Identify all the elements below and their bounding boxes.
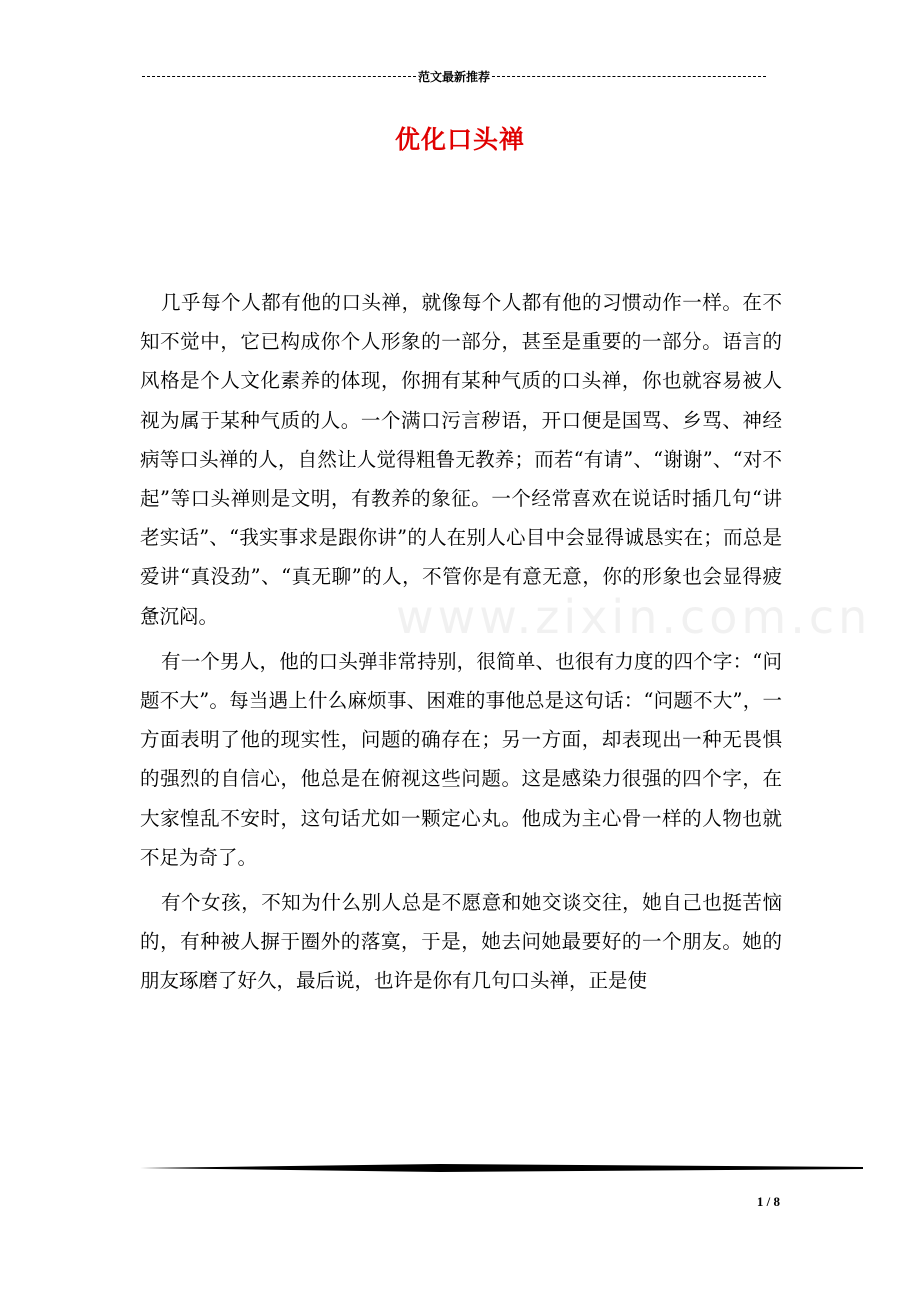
document-title: 优化口头禅 (394, 125, 525, 154)
page-number: 1 / 8 (756, 1194, 780, 1209)
header-label: 范文最新推荐 (418, 70, 491, 84)
paragraph: 有个女孩，不知为什么别人总是不愿意和她交谈交往，她自己也挺苦恼的，有种被人摒于圈外的落寞，于是，她去问她最要好的一个朋友。她的朋友琢磨了好久，最后说，也许是你有几句口头禅，正是使 (140, 891, 782, 993)
page-header (142, 68, 766, 85)
header-dash-right (492, 76, 766, 77)
paragraph: 有一个男人，他的口头弹非常持别，很简单、也很有力度的四个字：“问题不大”。每当遇上什么麻烦事、困难的事他总是这句话：“问题不大”，一方面表明了他的现实性，问题的确存在；另一方面，却表现出一种无畏惧的强烈的自信心，他总是在俯视这些问题。这是感染力很强的四个字，在大家惶乱不安时，这句话尤如一颗定心丸。他成为主心骨一样的人物也就不足为奇了。 (140, 649, 782, 869)
document-body (140, 283, 782, 1007)
paragraph: 几乎每个人都有他的口头禅，就像每个人都有他的习惯动作一样。在不知不觉中，它已构成你个人形象的一部分，甚至是重要的一部分。语言的风格是个人文化素养的体现，你拥有某种气质的口头禅，你也就容易被人视为属于某种气质的人。一个满口污言秽语，开口便是国骂、乡骂、神经病等口头禅的人，自然让人觉得粗鲁无教养；而若“有请”、“谢谢”、“对不起”等口头禅则是文明，有教养的象征。一个经常喜欢在说话时插几句“讲老实话”、“我实事求是跟你讲”的人在别人心目中会显得诚恳实在；而总是爱讲“真没劲”、“真无聊”的人，不管你是有意无意，你的形象也会显得疲惫沉闷。 (140, 291, 782, 628)
footer-rule (140, 1163, 863, 1173)
watermark: www.zixin.com.cn (396, 590, 872, 644)
header-dash-left (142, 76, 416, 77)
